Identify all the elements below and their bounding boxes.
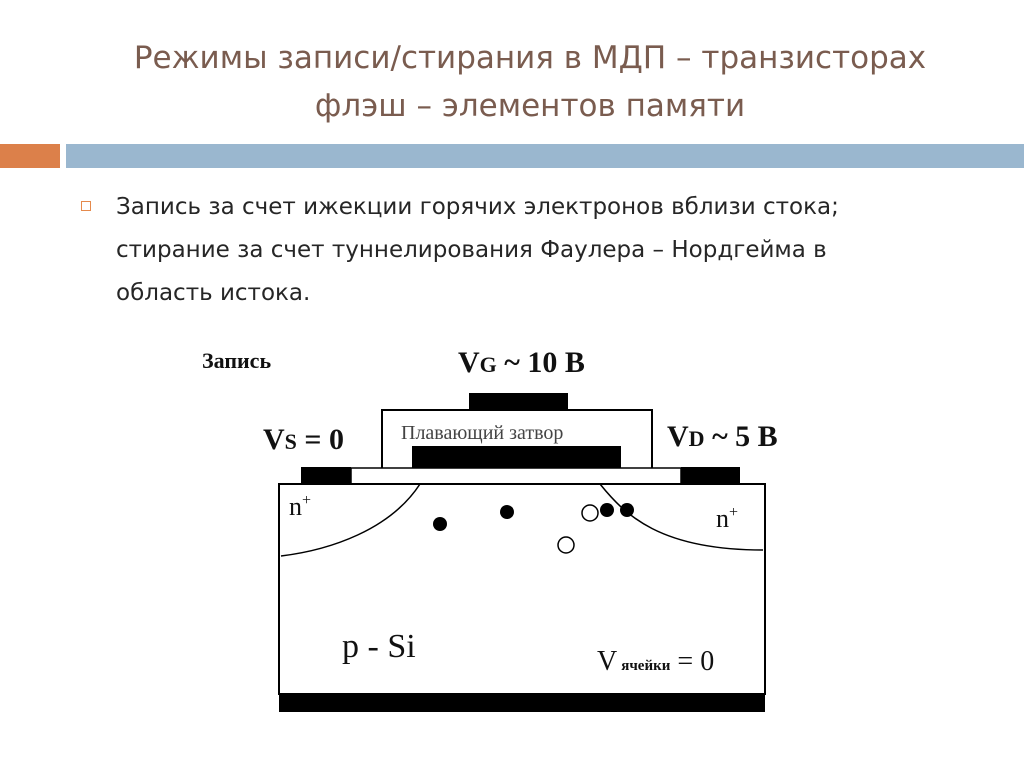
gate-voltage-label: VG ~ 10 В [458,346,585,379]
drain-region-label: n+ [716,504,739,533]
title-line-1: Режимы записи/стирания в МДП – транзисторах [133,40,927,76]
gate-oxide [351,468,681,484]
mode-label: Запись [202,348,272,373]
bullet-square-icon [81,201,91,211]
bullet-line-2: стирание за счет туннелирования Фаулера – Нордгейма в [116,237,827,263]
accent-bar-orange [0,144,60,168]
electron [500,505,514,519]
drain-voltage-label: VD ~ 5 В [667,420,778,453]
source-region-label: n+ [289,492,312,521]
source-contact [301,467,351,484]
accent-bar-blue [66,144,1024,168]
transistor-diagram [190,330,790,725]
electron [433,517,447,531]
bullet-line-1: Запись за счет ижекции горячих электронов вблизи стока; [116,194,839,220]
bullet-text [116,186,976,315]
source-voltage-label: VS = 0 [263,423,345,456]
substrate-contact [279,694,765,712]
cell-voltage-label: Vячейки = 0 [597,646,715,677]
electron [600,503,614,517]
floating-gate-label: Плавающий затвор [401,422,564,444]
substrate-label: p - Si [342,628,416,665]
hole [558,537,574,553]
hole [582,505,598,521]
bullet-line-3: область истока. [116,280,311,306]
slide-title [60,34,1000,130]
title-line-2: флэш – элементов памяти [314,88,746,124]
gate-contact [469,393,568,410]
floating-gate [412,446,621,468]
electron [620,503,634,517]
drain-contact [681,467,740,484]
